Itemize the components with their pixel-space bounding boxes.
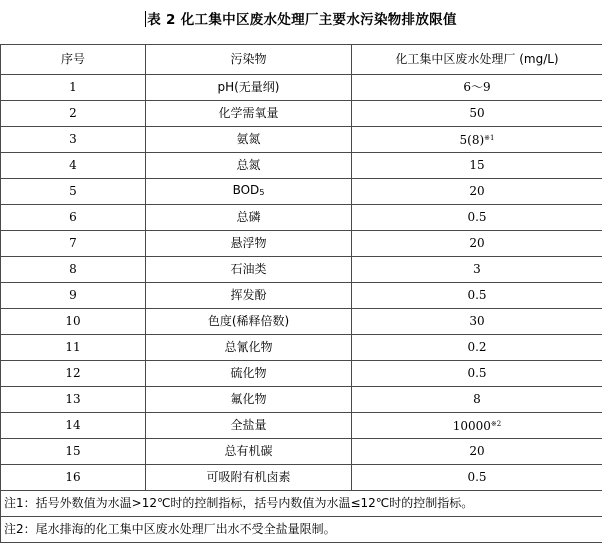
row-index: 15 — [1, 439, 146, 465]
row-index: 16 — [1, 465, 146, 491]
emission-limits-table — [0, 44, 602, 543]
table-row — [1, 335, 602, 361]
table-row — [1, 361, 602, 387]
row-limit: 50 — [352, 101, 602, 127]
row-pollutant: 氨氮 — [146, 127, 352, 153]
row-limit: 0.5 — [352, 465, 602, 491]
row-pollutant: 总有机碳 — [146, 439, 352, 465]
footnote-mark: ※2 — [490, 420, 502, 428]
row-pollutant: 挥发酚 — [146, 283, 352, 309]
row-pollutant: 氟化物 — [146, 387, 352, 413]
row-index: 2 — [1, 101, 146, 127]
row-index: 4 — [1, 153, 146, 179]
row-limit: 8 — [352, 387, 602, 413]
table-row — [1, 231, 602, 257]
row-index: 8 — [1, 257, 146, 283]
footnote-mark: ※1 — [484, 134, 495, 142]
table-row — [1, 387, 602, 413]
table-title: 表 2 化工集中区废水处理厂主要水污染物排放限值 — [147, 12, 457, 28]
table-row — [1, 75, 602, 101]
table-row — [1, 309, 602, 335]
row-index: 3 — [1, 127, 146, 153]
table-row — [1, 127, 602, 153]
table-row — [1, 205, 602, 231]
table-row — [1, 101, 602, 127]
row-limit: 30 — [352, 309, 602, 335]
row-pollutant: 化学需氧量 — [146, 101, 352, 127]
row-limit: 20 — [352, 231, 602, 257]
row-limit: 15 — [352, 153, 602, 179]
table-row — [1, 257, 602, 283]
row-index: 10 — [1, 309, 146, 335]
subscript: 5 — [259, 188, 265, 197]
row-pollutant: 石油类 — [146, 257, 352, 283]
row-limit: 0.5 — [352, 283, 602, 309]
note-row — [1, 491, 602, 517]
row-pollutant: 总磷 — [146, 205, 352, 231]
header-limit: 化工集中区废水处理厂 (mg/L) — [352, 45, 602, 75]
table-row — [1, 413, 602, 439]
row-index: 6 — [1, 205, 146, 231]
row-index: 5 — [1, 179, 146, 205]
table-row — [1, 153, 602, 179]
footnote-note1: 注1：括号外数值为水温>12℃时的控制指标，括号内数值为水温≤12℃时的控制指标。 — [1, 491, 602, 517]
table-row — [1, 283, 602, 309]
row-index: 11 — [1, 335, 146, 361]
note-row — [1, 517, 602, 543]
header-pollutant: 污染物 — [146, 45, 352, 75]
row-limit: 3 — [352, 257, 602, 283]
row-pollutant: 色度(稀释倍数) — [146, 309, 352, 335]
row-pollutant: 可吸附有机卤素 — [146, 465, 352, 491]
row-index: 13 — [1, 387, 146, 413]
row-limit: 20 — [352, 439, 602, 465]
row-index: 9 — [1, 283, 146, 309]
row-pollutant: $BOD_5$ — [146, 179, 352, 205]
row-index: 14 — [1, 413, 146, 439]
header-index: 序号 — [1, 45, 146, 75]
footnote-note2: 注2：尾水排海的化工集中区废水处理厂出水不受全盐量限制。 — [1, 517, 602, 543]
row-index: 7 — [1, 231, 146, 257]
row-limit: 6～9 — [352, 75, 602, 101]
row-limit: 20 — [352, 179, 602, 205]
table-row — [1, 439, 602, 465]
row-index: 1 — [1, 75, 146, 101]
table-row — [1, 179, 602, 205]
row-pollutant: 全盐量 — [146, 413, 352, 439]
row-pollutant: 硫化物 — [146, 361, 352, 387]
header-row — [1, 45, 602, 75]
row-limit: $5(8)^{※1}$ — [352, 127, 602, 153]
row-limit: 0.5 — [352, 205, 602, 231]
table-row — [1, 465, 602, 491]
row-pollutant: pH(无量纲) — [146, 75, 352, 101]
row-index: 12 — [1, 361, 146, 387]
row-pollutant: 总氰化物 — [146, 335, 352, 361]
row-limit: 0.2 — [352, 335, 602, 361]
row-pollutant: 总氮 — [146, 153, 352, 179]
row-pollutant: 悬浮物 — [146, 231, 352, 257]
row-limit: 10000$^{※2}$ — [352, 413, 602, 439]
row-limit: 0.5 — [352, 361, 602, 387]
